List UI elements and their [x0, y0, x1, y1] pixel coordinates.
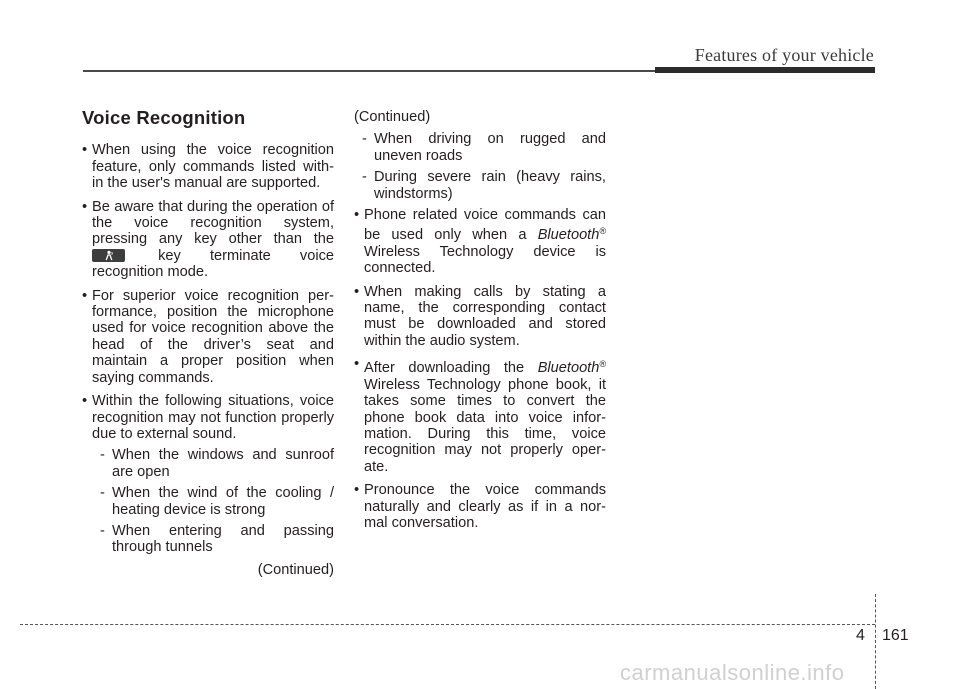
bluetooth-text: Bluetooth — [537, 360, 600, 377]
bullet-bluetooth-device — [354, 207, 606, 277]
bullet-contact-download: • When making calls by stating a name, the corresponding contact must be downloaded and stored within the audio system. — [354, 284, 606, 350]
bullet-phonebook-convert — [354, 356, 606, 475]
situation-list — [354, 131, 606, 202]
situation-item: - When entering and passing through tunnels — [92, 523, 334, 556]
left-bullet-list — [82, 142, 334, 555]
continued-label: (Continued) — [257, 561, 334, 578]
bullet-text: Be aware that during the operation of the voice recognition system, pressing any key other than the — [92, 198, 334, 248]
bullet-text: Wireless Technology device is connected. — [364, 243, 606, 277]
situation-list — [92, 447, 334, 555]
situation-item: - When the wind of the cooling / heating device is strong — [92, 485, 334, 518]
continued-label: (Continued) — [354, 109, 431, 125]
registered-mark: ® — [599, 226, 606, 237]
right-column — [354, 109, 606, 538]
left-column — [82, 107, 334, 578]
bluetooth-text: Bluetooth — [537, 227, 600, 244]
footer-divider — [20, 624, 875, 625]
voice-talk-icon — [92, 249, 125, 262]
right-bullet-list — [354, 207, 606, 531]
bullet-key-terminate — [82, 199, 334, 281]
bullet-text: Wireless Technology phone book, it takes some times to convert the phone book data into voice infor- mation. During this time, voice recognition may not properly oper- ate. — [364, 376, 606, 475]
bullet-text: Within the following situations, voice recognition may not function properly due to external sound. — [92, 393, 334, 442]
registered-mark: ® — [599, 359, 606, 370]
header-title: Features of your vehicle — [694, 45, 874, 65]
page-number: 161 — [882, 627, 909, 644]
bullet-microphone-position: • For superior voice recognition per- formance, position the microphone used for voice recognition above the head of the driver’s seat and maintain a proper position when saying commands. — [82, 288, 334, 386]
watermark: carmanualsonline.info — [620, 660, 845, 685]
situation-item: - When the windows and sunroof are open — [92, 447, 334, 480]
bullet-supported-commands: • When using the voice recognition feature, only commands listed with- in the user's manual are supported. — [82, 142, 334, 191]
footer-vertical-divider — [875, 594, 876, 689]
situation-item: - During severe rain (heavy rains, windstorms) — [354, 169, 606, 202]
header-rule — [83, 70, 655, 72]
bullet-external-sound — [82, 393, 334, 556]
chapter-number: 4 — [856, 627, 865, 644]
situation-item: - When driving on rugged and uneven roads — [354, 131, 606, 164]
bullet-text: Phone related voice commands can be used only when a — [364, 207, 606, 244]
section-title: Voice Recognition — [82, 107, 246, 128]
header-rule-accent — [655, 67, 875, 73]
bullet-pronounce-naturally: • Pronounce the voice commands naturally and clearly as if in a nor- mal conversation. — [354, 482, 606, 531]
bullet-text: After downloading the — [364, 360, 538, 377]
bullet-text: key terminate voice recognition mode. — [92, 247, 334, 281]
